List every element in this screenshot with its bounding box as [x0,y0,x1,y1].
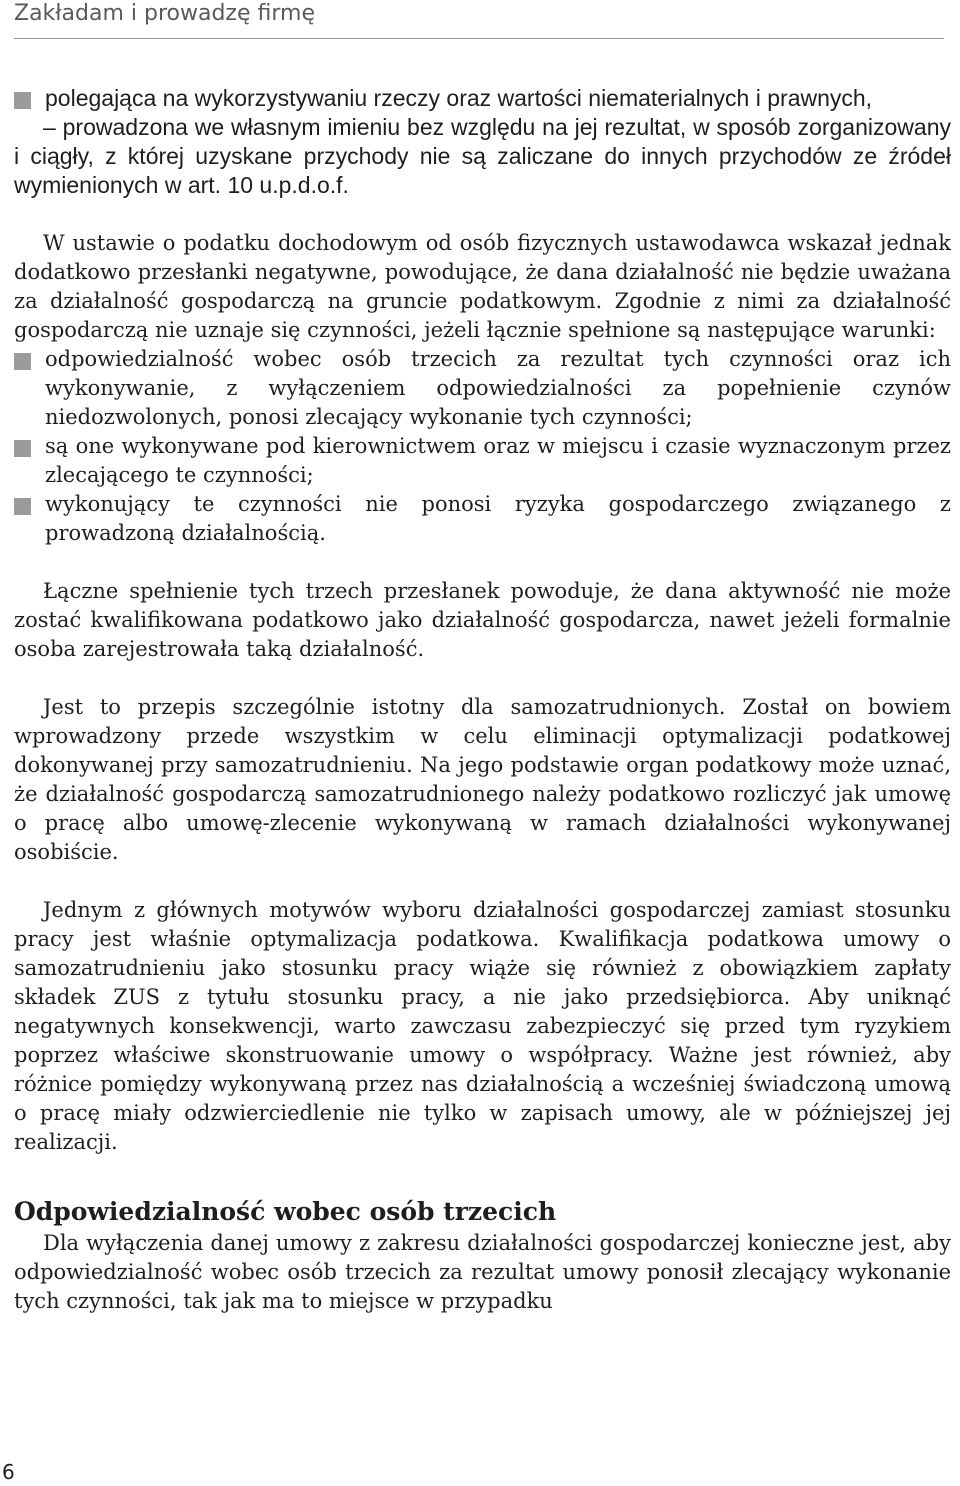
paragraph-optimization: Jednym z głównych motywów wyboru działalności gospodarczej zamiast stosunku pracy jest właśnie optymalizacja podatkowa. Kwalifikacja podatkowa umowy o samozatrudnieniu jako stosunku pracy wiąże się również z obowiązkiem zapłaty składek ZUS z tytułu stosunku pracy, a nie jako przedsiębiorca. Aby uniknąć negatywnych konsekwencji, warto zawczasu zabezpieczyć się przed tym ryzykiem poprzez właściwe skonstruowanie umowy o współpracy. Ważne jest również, aby różnice pomiędzy wykonywaną przez nas działalnością a wcześniej świadczoną umową o pracę miały odzwierciedlenie nie tylko w zapisach umowy, ale w późniejszej jej realizacji. [14,898,951,1154]
intro-block [14,84,951,200]
section-paragraph: Dla wyłączenia danej umowy z zakresu działalności gospodarczej konieczne jest, aby odpowiedzialność wobec osób trzecich za rezultat umowy ponosił zlecający wykonanie tych czynności, tak jak ma to miejsce w przypadku [14,1231,951,1313]
intro-bullet-text: polegająca na wykorzystywaniu rzeczy oraz wartości niematerialnych i prawnych, [45,85,873,111]
intro-bullet-item [14,84,951,113]
square-bullet-icon [14,353,31,370]
condition-item [14,490,951,548]
condition-text: są one wykonywane pod kierownictwem oraz w miejscu i czasie wyznaczonym przez zlecającego te czynności; [45,434,951,487]
running-header [14,0,944,39]
condition-text: odpowiedzialność wobec osób trzecich za rezultat tych czynności oraz ich wykonywanie, z wyłączeniem odpowiedzialności za popełnienie czynów niedozwolonych, ponosi zlecający wykonanie tych czynności; [45,347,951,429]
header-title: Zakładam i prowadzę firmę [14,1,315,26]
paragraph-negative-conditions: W ustawie o podatku dochodowym od osób fizycznych ustawodawca wskazał jednak dodatkowo przesłanki negatywne, powodujące, że dana działalność nie będzie uważana za działalność gospodarczą na gruncie podatkowym. Zgodnie z nimi za działalność gospodarczą nie uznaje się czynności, jeżeli łącznie spełnione są następujące warunki: [14,231,951,342]
page-number: 6 [2,1460,15,1484]
square-bullet-icon [14,498,31,515]
condition-item [14,345,951,432]
square-bullet-icon [14,92,31,109]
square-bullet-icon [14,440,31,457]
intro-dash-text: – prowadzona we własnym imieniu bez względu na jej rezultat, w sposób zorganizowany i ciągły, z której uzyskane przychody nie są zaliczane do innych przychodów ze źródeł wymienionych w art. 10 u.p.d.o.f. [14,114,951,198]
paragraph-combined-conditions: Łączne spełnienie tych trzech przesłanek powoduje, że dana aktywność nie może zostać kwalifikowana podatkowo jako działalność gospodarcza, nawet jeżeli formalnie osoba zarejestrowała taką działalność. [14,579,951,661]
paragraph-self-employed: Jest to przepis szczególnie istotny dla samozatrudnionych. Został on bowiem wprowadzony przede wszystkim w celu eliminacji optymalizacji podatkowej dokonywanej przy samozatrudnieniu. Na jego podstawie organ podatkowy może uznać, że działalność gospodarczą samozatrudnionego należy podatkowo rozliczyć jak umowę o pracę albo umowę-zlecenie wykonywaną w ramach działalności wykonywanej osobiście. [14,695,951,864]
section-heading: Odpowiedzialność wobec osób trzecich [14,1197,557,1226]
condition-item [14,432,951,490]
page-content [14,84,951,1316]
condition-text: wykonujący te czynności nie ponosi ryzyka gospodarczego związanego z prowadzoną działalnością. [45,492,951,545]
